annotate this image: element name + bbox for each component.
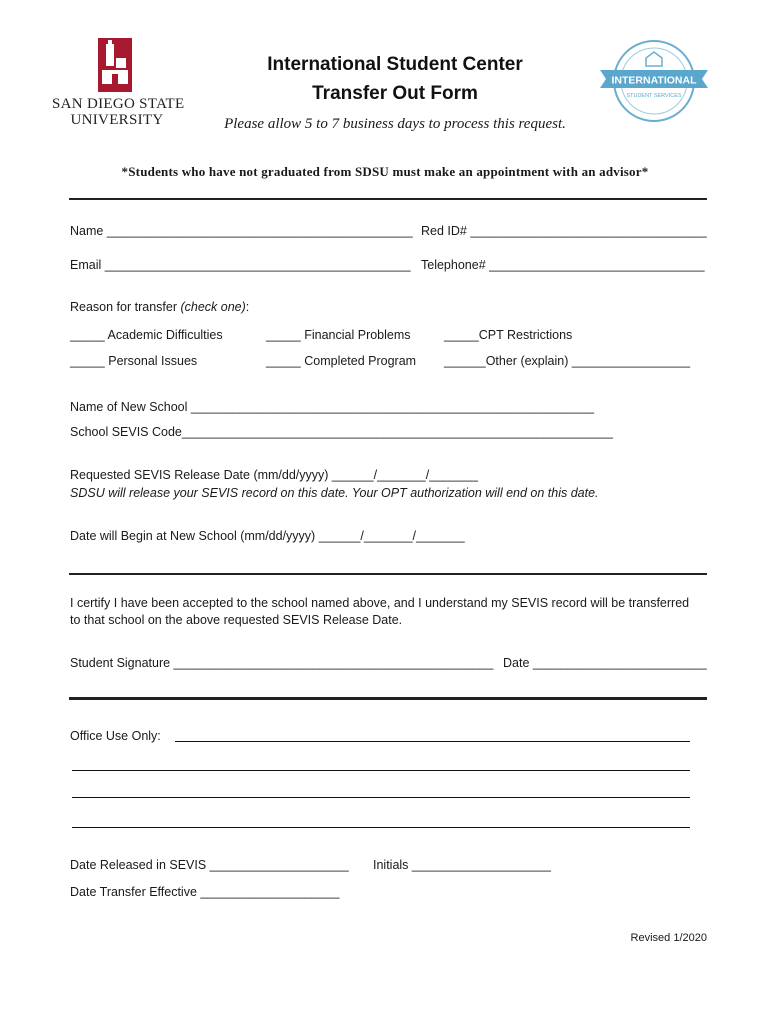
sdsu-tower-icon <box>98 38 132 92</box>
office-use-label: Office Use Only: <box>70 729 161 743</box>
seal-text: INTERNATIONAL <box>611 74 697 87</box>
form-title-line1: International Student Center <box>267 54 523 75</box>
reason-heading <box>70 300 249 314</box>
section-divider <box>69 573 707 575</box>
school-sevis-code-field[interactable]: School SEVIS Code______________________________________________________________ <box>70 425 613 439</box>
office-use-line[interactable] <box>72 797 690 798</box>
initials-field[interactable]: Initials ____________________ <box>373 858 551 872</box>
section-divider-thick <box>69 697 707 700</box>
revision-date: Revised 1/2020 <box>630 932 707 944</box>
office-use-line[interactable] <box>72 770 690 771</box>
date-released-field[interactable]: Date Released in SEVIS ____________________ <box>70 858 349 872</box>
sdsu-logo <box>52 36 185 132</box>
logo-text-line2: UNIVERSITY <box>70 112 164 128</box>
international-student-services-seal <box>598 36 710 126</box>
date-transfer-effective-field[interactable]: Date Transfer Effective ____________________ <box>70 885 340 899</box>
reason-heading-hint: (check one) <box>180 300 246 314</box>
option-other-explain[interactable]: ______Other (explain) _________________ <box>444 354 691 368</box>
reason-heading-colon: : <box>245 300 250 314</box>
new-school-field[interactable]: Name of New School __________________________________________________________ <box>70 400 595 414</box>
telephone-field[interactable]: Telephone# _______________________________ <box>421 258 705 272</box>
option-personal-issues[interactable]: _____ Personal Issues <box>70 354 198 368</box>
logo-text-line1: SAN DIEGO STATE <box>52 96 185 112</box>
section-divider <box>69 198 707 200</box>
sevis-release-date-field[interactable]: Requested SEVIS Release Date (mm/dd/yyyy) ______/_______/_______ <box>70 468 478 482</box>
seal-subtext: STUDENT SERVICES <box>626 93 682 99</box>
release-date-note: SDSU will release your SEVIS record on this date. Your OPT authorization will end on this date. <box>70 486 599 500</box>
office-use-line[interactable] <box>72 827 690 828</box>
name-field[interactable]: Name ____________________________________________ <box>70 224 413 238</box>
form-title-line2: Transfer Out Form <box>312 83 478 104</box>
red-id-field[interactable]: Red ID# __________________________________ <box>421 224 707 238</box>
option-completed-program[interactable]: _____ Completed Program <box>266 354 417 368</box>
certify-text-line2: to that school on the above requested SEVIS Release Date. <box>70 613 403 627</box>
email-field[interactable]: Email ____________________________________________ <box>70 258 411 272</box>
office-use-line[interactable] <box>175 741 690 742</box>
reason-heading-label: Reason for transfer <box>70 300 181 314</box>
form-subtitle: Please allow 5 to 7 business days to process this request. <box>224 116 566 132</box>
option-cpt-restrictions[interactable]: _____CPT Restrictions <box>444 328 573 342</box>
signature-date-field[interactable]: Date _________________________ <box>503 656 707 670</box>
option-financial-problems[interactable]: _____ Financial Problems <box>266 328 411 342</box>
student-signature-field[interactable]: Student Signature ______________________________________________ <box>70 656 494 670</box>
option-academic-difficulties[interactable]: _____ Academic Difficulties <box>70 328 223 342</box>
certify-text-line1: I certify I have been accepted to the school named above, and I understand my SEVIS record will be transferred <box>70 596 690 610</box>
advisor-notice: *Students who have not graduated from SDSU must make an appointment with an advisor* <box>121 164 649 179</box>
new-school-begin-date-field[interactable]: Date will Begin at New School (mm/dd/yyyy) ______/_______/_______ <box>70 529 465 543</box>
building-icon <box>646 52 662 66</box>
